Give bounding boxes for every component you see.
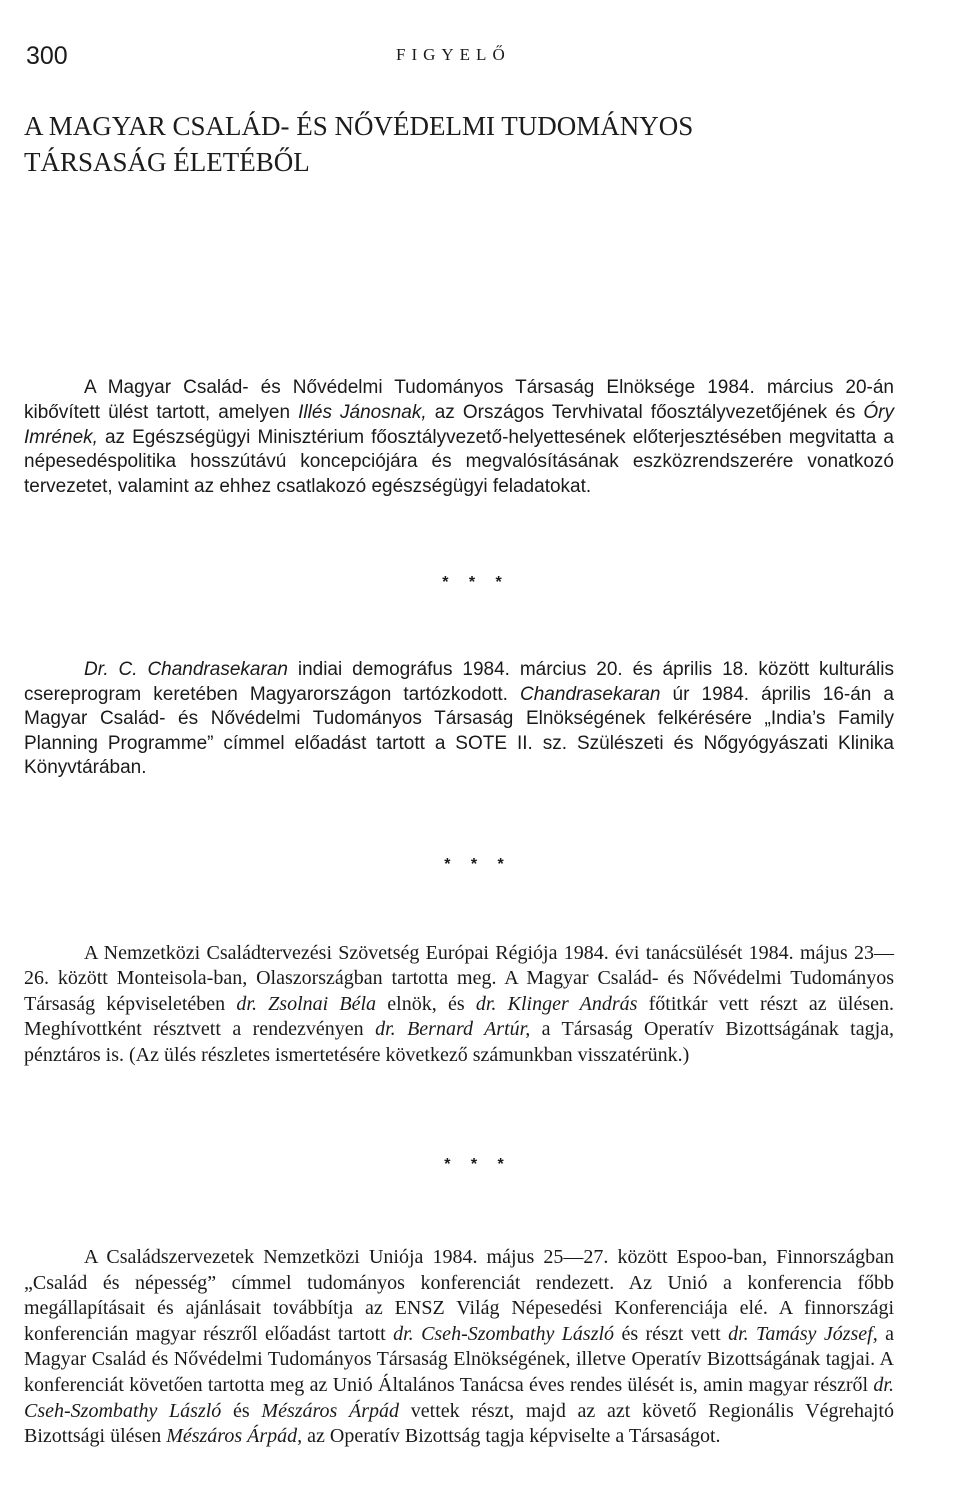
paragraph-chandrasekaran: Dr. C. Chandrasekaran indiai demográfus 1984. március 20. és április 18. között kulturális csereprogram keretében Magyarországon tartózkodott. Chandrasekaran úr 1984. április 16-án a Magyar Család- és Nővédelmi Tudományos Társaság Elnökségének felkérésére „India’s Family Planning Programme” címmel előadást tartott a SOTE II. sz. Szülészeti és Nőgyógyászati Klinika Könyvtárában. bbox=[24, 659, 895, 779]
section-separator: * * * bbox=[444, 856, 512, 873]
person-name: Mészáros Árpád bbox=[261, 1399, 400, 1422]
person-name: dr. Klinger András bbox=[475, 992, 638, 1015]
section-separator: * * * bbox=[442, 574, 510, 591]
page-number: 300 bbox=[26, 42, 68, 70]
person-name: dr. Bernard Artúr, bbox=[375, 1018, 531, 1041]
person-name: dr. Tamásy József, bbox=[728, 1322, 878, 1345]
paragraph-csaladszervezetek-unio: A Családszervezetek Nemzetközi Uniója 1984. május 25—27. között Espoo-ban, Finnországban „Család és népesség” címmel tudományos konferenciát rendezett. Az Unió a konferencia főbb megállapításait és ajánlásait továbbítja az ENSZ Világ Népesedési Konferenciája elé. A finnországi konferencián magyar részről előadást tartott dr. Cseh-Szombathy László és részt vett dr. Tamásy József, a Magyar Család és Nővédelmi Tudományos Társaság Elnökségének, illetve Operatív Bizottságának tagjai. A konferenciát követően tartotta meg az Unió Általános Tanácsa éves rendes ülését is, amin magyar részről dr. Cseh-Szombathy László és Mészáros Árpád vettek részt, majd az azt követő Regionális Végrehajtó Bizottsági ülésen Mészáros Árpád, az Operatív Bizottság tagja képviselte a Társaságot. bbox=[24, 1246, 895, 1448]
paragraph-ippf-regio: A Nemzetközi Családtervezési Szövetség Európai Régiója 1984. évi tanácsülését 1984. május 23—26. között Monteisola-ban, Olaszországban tartotta meg. A Magyar Család- és Nővédelmi Tudományos Társaság képviseletében dr. Zsolnai Béla elnök, és dr. Klinger András főtitkár vett részt az ülésen. Meghívottként résztvett a rendezvényen dr. Bernard Artúr, a Társaság Operatív Bizottságának tagja, pénztáros is. (Az ülés részletes ismertetésére következő számunkban visszatérünk.) bbox=[24, 942, 895, 1066]
person-name: dr. Cseh-Szombathy László bbox=[393, 1322, 615, 1345]
person-name: Dr. C. Chandrasekaran bbox=[84, 659, 288, 680]
person-name: Mészáros Árpád, bbox=[166, 1425, 303, 1448]
running-head: FIGYELŐ bbox=[396, 45, 511, 64]
paragraph-elnokseg-ules: A Magyar Család- és Nővédelmi Tudományos Társaság Elnöksége 1984. március 20-án kibővített ülést tartott, amelyen Illés Jánosnak, az Országos Tervhivatal főosztályvezetőjének és Óry Imrének, az Egészségügyi Minisztérium főosztályvezető-helyettesének előterjesztésében megvitatta a népesedéspolitika hosszútávú koncepciójára és megvalósításának eszközrendszerére vonatkozó tervezetet, valamint az ehhez csatlakozó egészségügyi feladatokat. bbox=[24, 377, 894, 498]
person-name: Illés Jánosnak, bbox=[298, 401, 427, 423]
person-name: Óry Imrének, bbox=[24, 401, 894, 448]
person-name: dr. Cseh-Szombathy László bbox=[24, 1373, 894, 1422]
title-line-2: TÁRSASÁG ÉLETÉBŐL bbox=[24, 147, 310, 177]
article-title bbox=[24, 108, 924, 180]
section-separator: * * * bbox=[444, 1156, 512, 1173]
title-line-1: A MAGYAR CSALÁD- ÉS NŐVÉDELMI TUDOMÁNYOS bbox=[24, 111, 694, 141]
person-name: dr. Zsolnai Béla bbox=[236, 992, 377, 1015]
person-name: Chandrasekaran bbox=[520, 683, 661, 705]
